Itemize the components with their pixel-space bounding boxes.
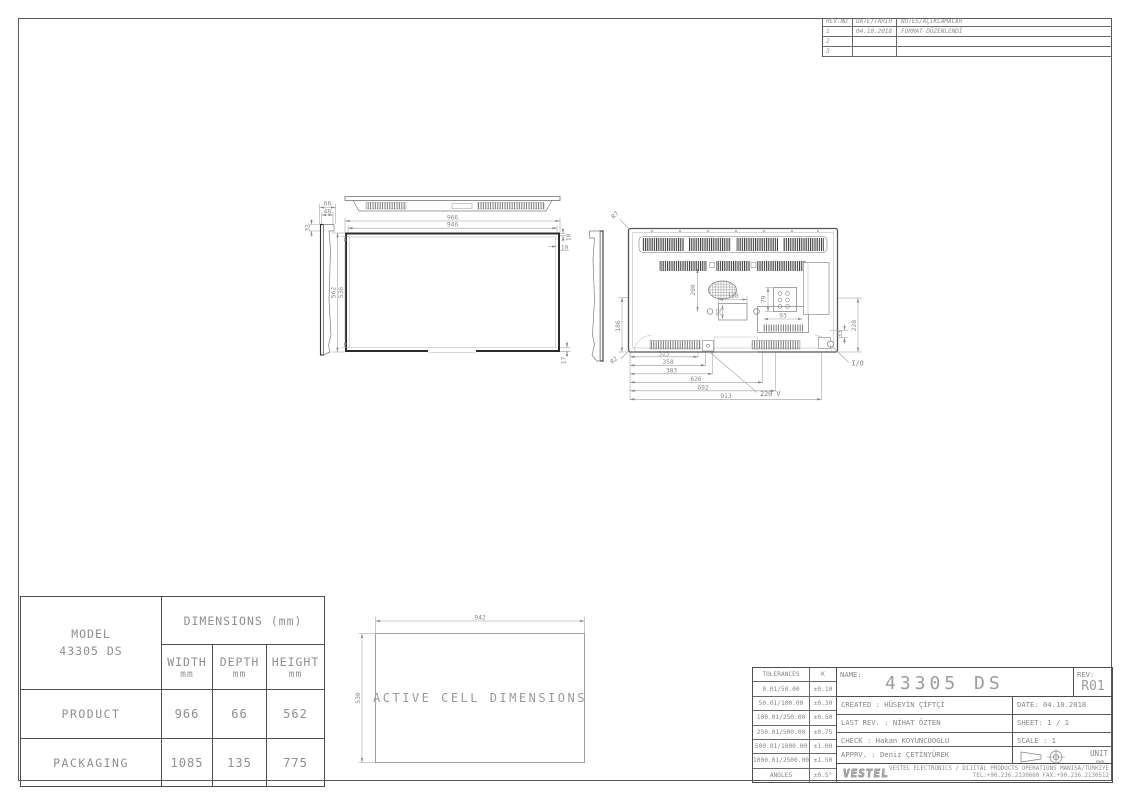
tolerance-row: 1000.01/2500.00 ±1.50	[753, 754, 836, 768]
product-height: 562	[266, 689, 324, 738]
title-block-left-col	[837, 697, 1012, 763]
unit-label: UNIT	[1089, 749, 1108, 758]
apprv-cell: APPRV. : Deniz ÇETİNYÜREK	[841, 750, 950, 759]
name-row	[837, 668, 1112, 697]
table-row	[823, 27, 1112, 37]
front-bezel-outline	[346, 234, 559, 352]
dim-front-outer-width: 966	[446, 214, 459, 222]
tolerance-row: ANGLES ±0.5°	[753, 769, 836, 782]
tolerance-row: 0.01/50.00 ±0.10	[753, 682, 836, 696]
dim-bezel-top: 10	[565, 233, 573, 242]
date-cell: DATE: 04.10.2018	[1013, 697, 1112, 715]
rev-date	[853, 47, 897, 56]
dim-vesa-box: 92	[715, 308, 723, 316]
rev-no-header: REV.NO	[823, 18, 853, 26]
dim-front-inner-height: 536	[338, 286, 346, 299]
drawing-name: 43305 DS	[885, 673, 1004, 694]
revision-table-header	[823, 18, 1112, 27]
dim-active-cell-width: 942	[474, 614, 486, 622]
side-panel-front-edge	[321, 225, 324, 356]
dim-back-bottom-2: 383	[665, 367, 678, 375]
rev-no: 3	[823, 47, 853, 56]
dimensions-header: DIMENSIONS (mm)	[161, 597, 324, 644]
model-cell	[21, 597, 161, 689]
dim-front-inner-width: 946	[446, 221, 459, 229]
title-block	[752, 667, 1113, 783]
dim-bezel-side: 10	[560, 244, 569, 252]
rev-cell	[1073, 668, 1112, 696]
rev-label: REV:	[1077, 670, 1095, 679]
packaging-height: 775	[266, 738, 324, 786]
table-row	[823, 37, 1112, 47]
dim-body-depth: 48	[323, 208, 332, 216]
power-connector	[703, 341, 714, 352]
rev-value: R01	[1081, 679, 1105, 694]
product-row-label: PRODUCT	[21, 689, 161, 738]
vestel-logo: VESTEL	[842, 766, 890, 780]
dim-bezel-bottom: 17	[560, 356, 568, 365]
rev-note	[897, 37, 1112, 46]
model-table	[20, 596, 325, 787]
power-callout: 220 V	[760, 389, 781, 398]
last-rev-cell: LAST REV. : NİHAT ÖZTEN	[837, 715, 1012, 733]
title-block-main	[837, 668, 1112, 782]
vesa-hole	[754, 309, 760, 315]
active-cell-label: ACTIVE CELL DIMENSIONS	[373, 691, 587, 705]
dim-back-right-height: 228	[850, 319, 858, 332]
side-panel-bay	[804, 263, 830, 315]
dim-back-bottom-0: 323	[658, 350, 670, 358]
back-view	[609, 210, 864, 400]
tolerance-header: TOLERANCES K	[753, 668, 836, 682]
dim-vesa-v: 200	[690, 284, 698, 296]
height-header: HEIGHT mm	[266, 644, 324, 689]
vesa-hole	[707, 309, 713, 315]
dim-active-cell-height: 530	[354, 692, 362, 704]
rev-date: 04.10.2018	[853, 27, 897, 36]
active-cell-view	[355, 614, 587, 762]
rev-date-header: DATE/TARİH	[853, 18, 897, 26]
side-view-right	[590, 231, 604, 361]
rev-note	[897, 47, 1112, 56]
dim-ports-h: 79	[760, 295, 768, 304]
company-info	[889, 766, 1112, 780]
check-cell: CHECK : Hakan KOYUNCUOGLU	[837, 733, 1012, 747]
dim-back-bottom-4: 692	[697, 384, 709, 392]
rev-no: 1	[823, 27, 853, 36]
tolerance-row: 100.01/250.00 ±0.50	[753, 711, 836, 725]
rev-notes-header: NOTES/AÇIKLAMALAR	[901, 18, 963, 25]
revision-table	[822, 18, 1112, 57]
scale-cell: SCALE : 1	[1013, 733, 1112, 747]
unit-cell	[1013, 747, 1112, 766]
side-view-left	[305, 201, 336, 356]
radius-callout-bottom: R2	[609, 355, 620, 366]
projection-symbol-icon	[1019, 748, 1071, 766]
sheet-cell: SHEET: 1 / 1	[1013, 715, 1112, 733]
tolerance-row: 500.01/1000.00 ±1.00	[753, 740, 836, 754]
rev-no: 2	[823, 37, 853, 46]
dim-depth: 66	[323, 200, 332, 208]
dim-top-depth: 32	[304, 224, 312, 232]
product-width: 966	[161, 689, 212, 738]
model-value: 43305 DS	[59, 644, 123, 658]
front-view	[330, 214, 572, 364]
name-label: NAME:	[840, 670, 862, 679]
created-cell: CREATED : HÜSEYİN ÇİFTÇİ	[837, 697, 1012, 715]
dim-back-bottom-3: 626	[690, 375, 702, 383]
dim-back-bottom-1: 358	[662, 358, 674, 366]
tolerance-table	[753, 668, 837, 782]
dim-back-right-offset: 33	[837, 330, 845, 338]
dim-front-outer-height: 562	[330, 286, 338, 299]
width-header: WIDTH mm	[161, 644, 212, 689]
name-cell	[837, 668, 1073, 696]
packaging-depth: 135	[212, 738, 266, 786]
depth-header: DEPTH mm	[212, 644, 266, 689]
packaging-width: 1085	[161, 738, 212, 786]
dim-vesa-h: 130	[727, 293, 739, 300]
company-line1: VESTEL ELECTRONICS / DIJITAL PRODUCTS OPERATIONS MANISA/TURKIYE	[889, 766, 1109, 772]
io-callout: I/O	[851, 359, 864, 368]
dim-back-bottom-5: 913	[720, 392, 732, 400]
vent-band-2	[659, 261, 707, 271]
tolerance-row: 250.01/500.00 ±0.75	[753, 726, 836, 740]
table-row	[823, 47, 1112, 57]
packaging-row-label: PACKAGING	[21, 738, 161, 786]
model-label: MODEL	[71, 627, 111, 641]
rev-date	[853, 37, 897, 46]
title-block-grid	[837, 697, 1112, 766]
dim-ports-w: 93	[779, 312, 787, 320]
unit-value: mm	[1096, 758, 1104, 766]
company-line2: TEL:+90.236.2130660 FAX:+90.236.2130512	[972, 773, 1109, 779]
product-depth: 66	[212, 689, 266, 738]
top-view	[345, 197, 560, 212]
tolerance-row: 50.01/100.00 ±0.30	[753, 697, 836, 711]
av-connector-block	[774, 288, 797, 312]
title-block-right-col	[1012, 697, 1112, 766]
radius-callout-top: R7	[610, 210, 621, 221]
rev-note: FORMAT DÜZENLENDİ	[901, 27, 963, 35]
dim-back-left-height: 186	[614, 320, 622, 332]
